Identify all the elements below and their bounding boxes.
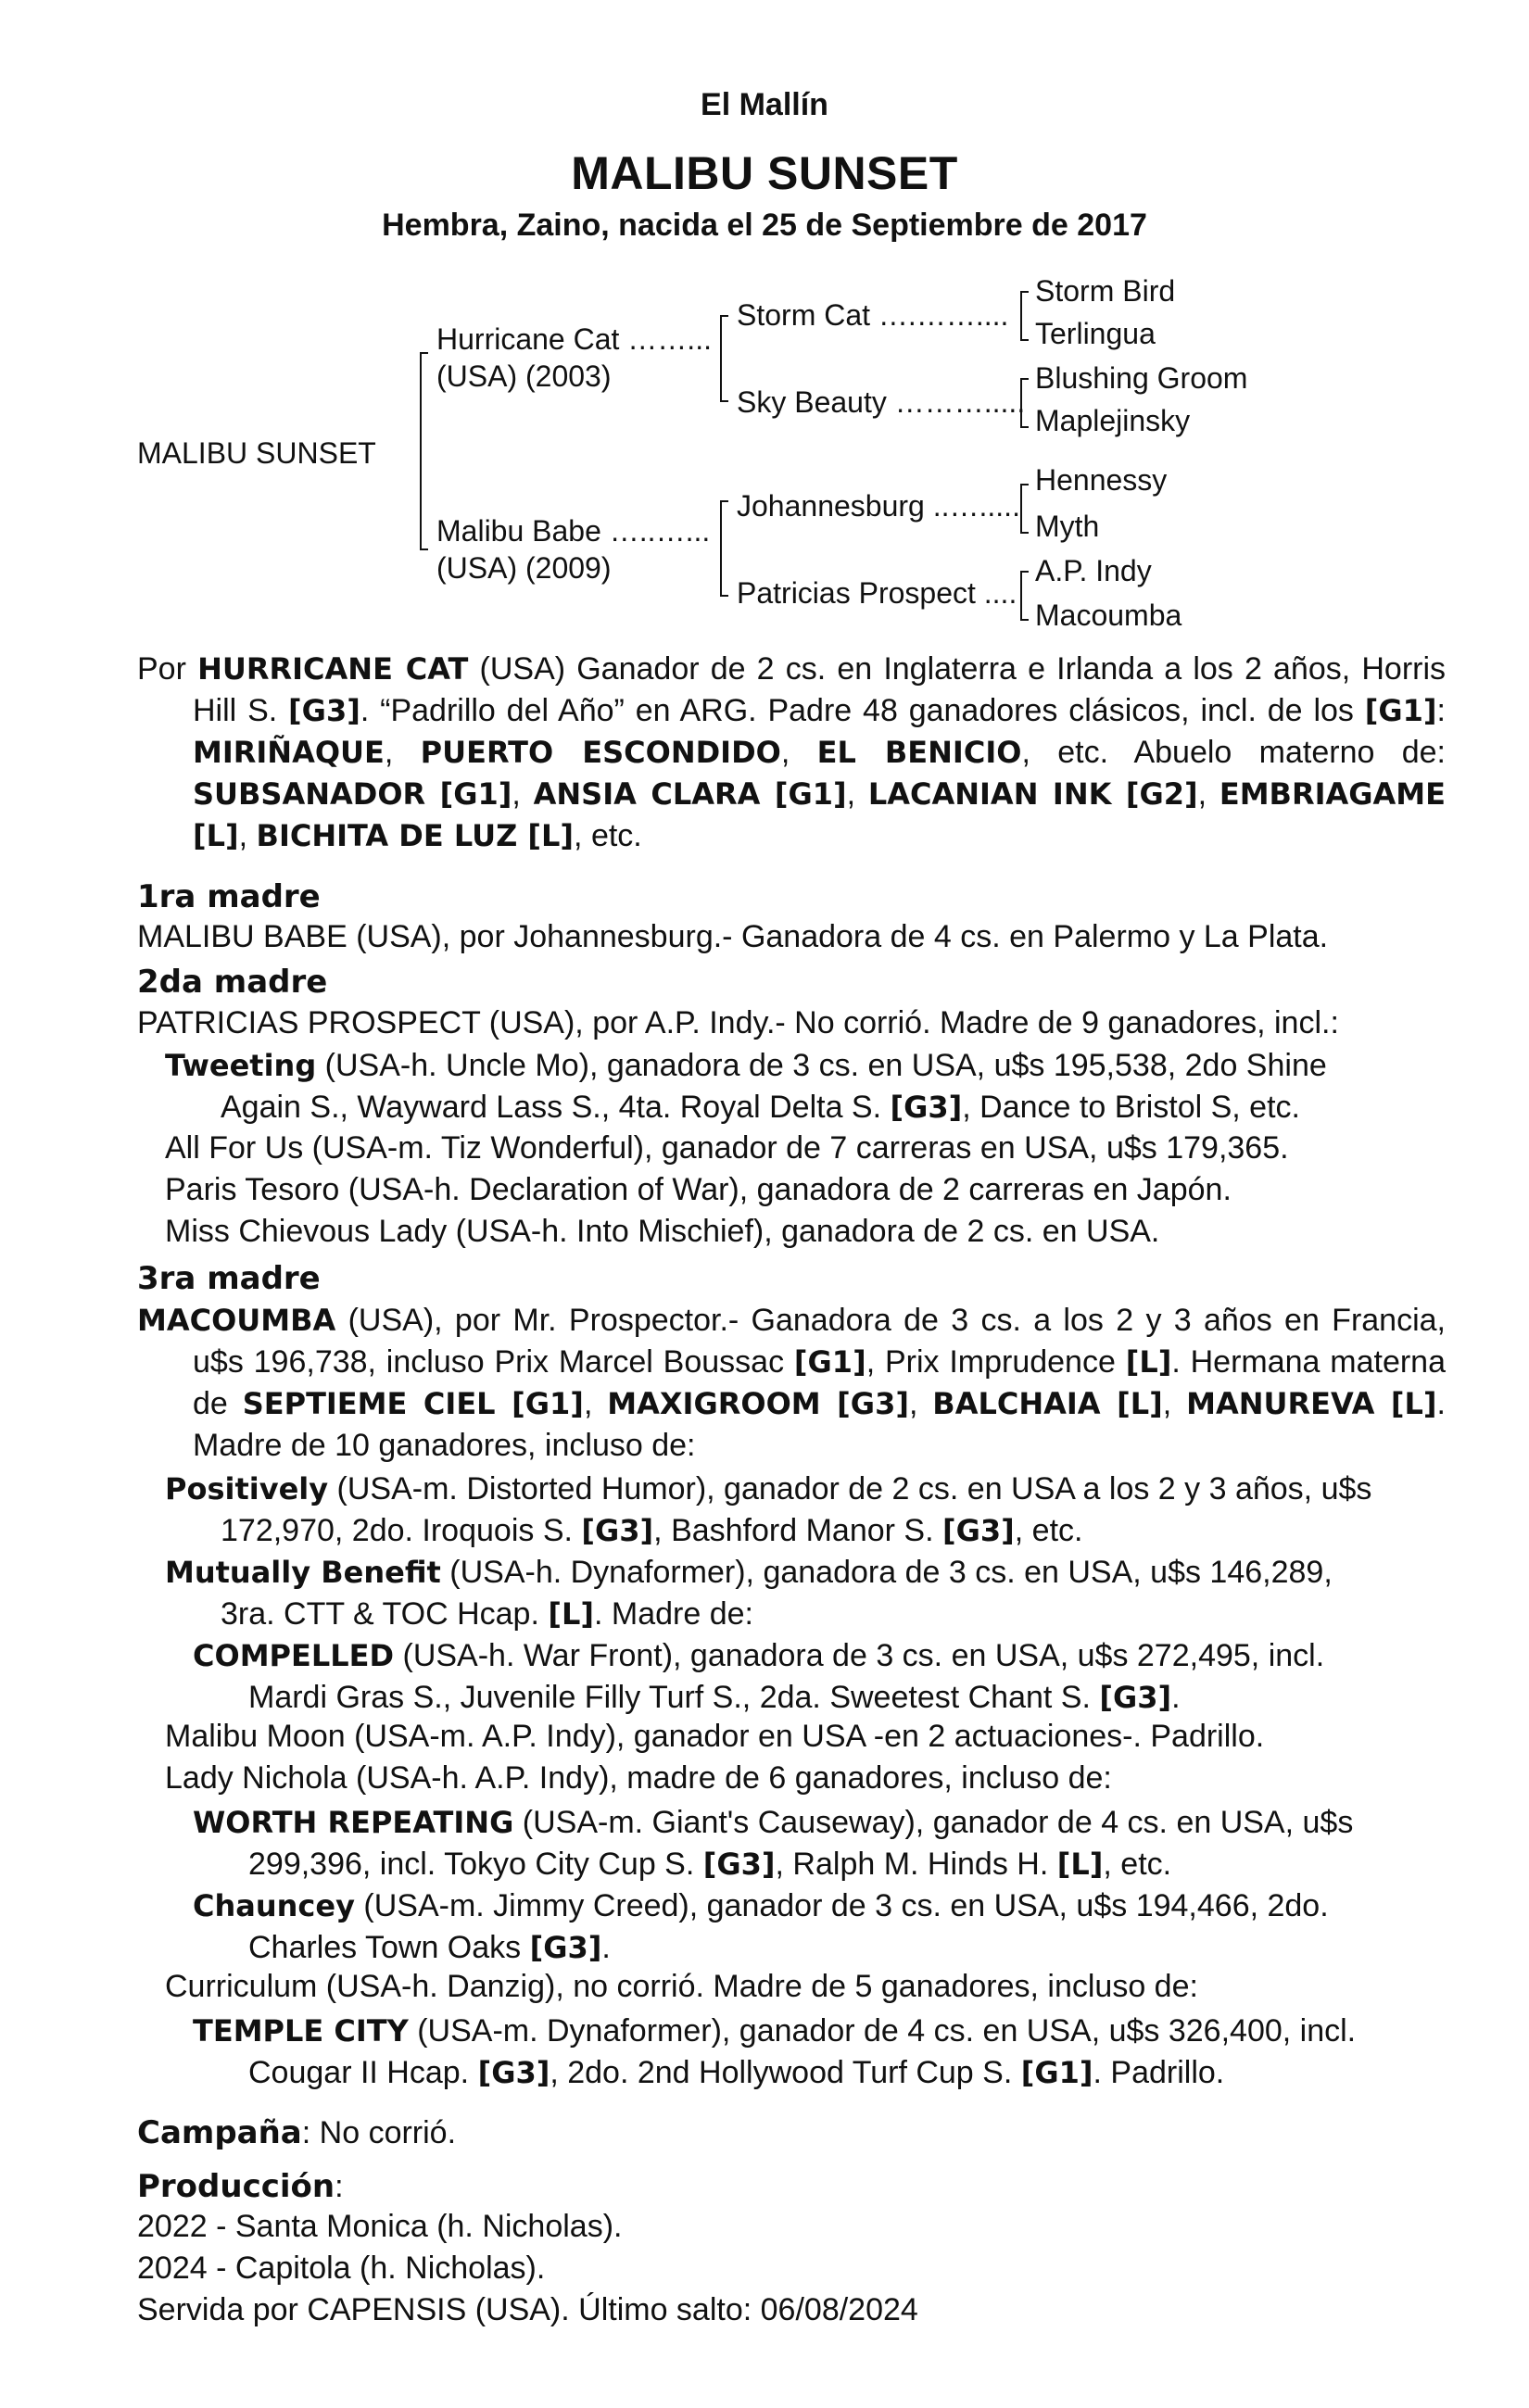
farm-name: El Mallín	[701, 87, 828, 122]
madre2-tweeting: Tweeting (USA-h. Uncle Mo), ganadora de 3 cs. en USA, u$s 195,538, 2do Shine Again S., Wayward Lass S., 4ta. Royal Delta S. [G3], Dance to Bristol S, etc.	[165, 1048, 1327, 1125]
horse-name-title: MALIBU SUNSET	[571, 147, 958, 199]
madre1-heading: 1ra madre	[137, 878, 321, 915]
pedigree-g3-5: Hennessy	[1035, 463, 1168, 497]
pedigree-bracket-3d	[1020, 571, 1029, 621]
worth-repeating-entry: WORTH REPEATING (USA-m. Giant's Causeway), ganador de 4 cs. en USA, u$s 299,396, incl. Tokyo City Cup S. [G3], Ralph M. Hinds H. [L], etc.	[193, 1805, 1354, 1882]
temple-city-entry: TEMPLE CITY (USA-m. Dynaformer), ganador de 4 cs. en USA, u$s 326,400, incl. Cougar II Hcap. [G3], 2do. 2nd Hollywood Turf Cup S. [G1]. Padrillo.	[193, 2013, 1357, 2090]
pedigree-dam-dam: Patricias Prospect ....	[737, 576, 1017, 610]
horse-description: Hembra, Zaino, nacida el 25 de Septiembre de 2017	[382, 208, 1147, 243]
pedigree-g3-3: Blushing Groom	[1035, 361, 1248, 395]
sire-paragraph: Por HURRICANE CAT (USA) Ganador de 2 cs. en Inglaterra e Irlanda a los 2 años, Horris Hill S. [G3]. “Padrillo del Año” en ARG. Padre 48 ganadores clásicos, incl. de los [G1]: MIRIÑAQUE, PUERTO ESCONDIDO, EL BENICIO, etc. Abuelo materno de: SUBSANADOR [G1], ANSIA CLARA [G1], LACANIAN INK [G2], EMBRIAGAME [L], BICHITA DE LUZ [L], etc.	[137, 651, 1447, 853]
madre1-text: MALIBU BABE (USA), por Johannesburg.- Ganadora de 4 cs. en Palermo y La Plata.	[137, 919, 1329, 954]
pedigree-dam: Malibu Babe …..…...	[436, 514, 711, 548]
compelled-entry: COMPELLED (USA-h. War Front), ganadora de 3 cs. en USA, u$s 272,495, incl. Mardi Gras S., Juvenile Filly Turf S., 2da. Sweetest Chant S. [G3].	[193, 1638, 1325, 1715]
produccion-label: Producción	[137, 2168, 335, 2205]
curriculum-entry: Curriculum (USA-h. Danzig), no corrió. Madre de 5 ganadores, incluso de:	[165, 1969, 1198, 2004]
pedigree-g3-7: A.P. Indy	[1035, 554, 1152, 587]
pedigree-sire-origin: (USA) (2003)	[436, 359, 612, 393]
pedigree-dam-origin: (USA) (2009)	[436, 551, 612, 585]
campana-text: : No corrió.	[301, 2115, 457, 2150]
madre3-heading: 3ra madre	[137, 1260, 321, 1297]
madre2-line-3: Miss Chievous Lady (USA-h. Into Mischief), ganadora de 2 cs. en USA.	[165, 1214, 1160, 1249]
madre2-intro: PATRICIAS PROSPECT (USA), por A.P. Indy.- No corrió. Madre de 9 ganadores, incl.:	[137, 1005, 1339, 1040]
pedigree-sire: Hurricane Cat ……...	[436, 322, 712, 356]
madre2-line-2: Paris Tesoro (USA-h. Declaration of War), ganadora de 2 carreras en Japón.	[165, 1172, 1232, 1207]
pedigree-sire-dam: Sky Beauty ……….....	[737, 385, 1026, 419]
servida-line: Servida por CAPENSIS (USA). Último salto: 06/08/2024	[137, 2292, 918, 2327]
malibu-moon-entry: Malibu Moon (USA-m. A.P. Indy), ganador en USA -en 2 actuaciones-. Padrillo.	[165, 1719, 1265, 1754]
mutually-benefit-entry: Mutually Benefit (USA-h. Dynaformer), ganadora de 3 cs. en USA, u$s 146,289, 3ra. CTT & TOC Hcap. [L]. Madre de:	[165, 1555, 1333, 1632]
pedigree-bracket-3b	[1020, 378, 1029, 428]
campana-label: Campaña	[137, 2114, 302, 2151]
lady-nichola-entry: Lady Nichola (USA-h. A.P. Indy), madre de 6 ganadores, incluso de:	[165, 1760, 1112, 1796]
pedigree-g3-1: Storm Bird	[1035, 274, 1176, 308]
pedigree-bracket-3a	[1020, 291, 1029, 341]
pedigree-g3-4: Maplejinsky	[1035, 404, 1191, 437]
pedigree-dam-sire: Johannesburg ..….....	[737, 489, 1020, 523]
macoumba-paragraph: MACOUMBA (USA), por Mr. Prospector.- Ganadora de 3 cs. a los 2 y 3 años en Francia, u$s 196,738, incluso Prix Marcel Boussac [G1], Prix Imprudence [L]. Hermana materna de SEPTIEME CIEL [G1], MAXIGROOM [G3], BALCHAIA [L], MANUREVA [L]. Madre de 10 ganadores, incluso de:	[137, 1303, 1446, 1463]
pedigree-g3-2: Terlingua	[1035, 317, 1156, 350]
madre2-line-1: All For Us (USA-m. Tiz Wonderful), ganador de 7 carreras en USA, u$s 179,365.	[165, 1130, 1289, 1166]
produccion-item-1: 2022 - Santa Monica (h. Nicholas).	[137, 2209, 623, 2244]
pedigree-g3-6: Myth	[1035, 510, 1100, 543]
pedigree-bracket-3c	[1020, 484, 1029, 534]
pedigree-bracket-1	[420, 352, 428, 550]
pedigree-bracket-2b	[720, 500, 728, 597]
campana-line	[137, 2114, 456, 2151]
positively-entry: Positively (USA-m. Distorted Humor), ganador de 2 cs. en USA a los 2 y 3 años, u$s 172,970, 2do. Iroquois S. [G3], Bashford Manor S. [G3], etc.	[165, 1471, 1372, 1548]
chauncey-entry: Chauncey (USA-m. Jimmy Creed), ganador de 3 cs. en USA, u$s 194,466, 2do. Charles Town Oaks [G3].	[193, 1888, 1329, 1965]
produccion-line: Producción:	[137, 2168, 344, 2205]
produccion-item-2: 2024 - Capitola (h. Nicholas).	[137, 2250, 546, 2286]
madre2-heading: 2da madre	[137, 964, 328, 1001]
pedigree-bracket-2a	[720, 315, 728, 402]
pedigree-subject: MALIBU SUNSET	[137, 436, 376, 470]
pedigree-g3-8: Macoumba	[1035, 599, 1182, 632]
pedigree-sire-sire: Storm Cat ….……....	[737, 298, 1009, 332]
